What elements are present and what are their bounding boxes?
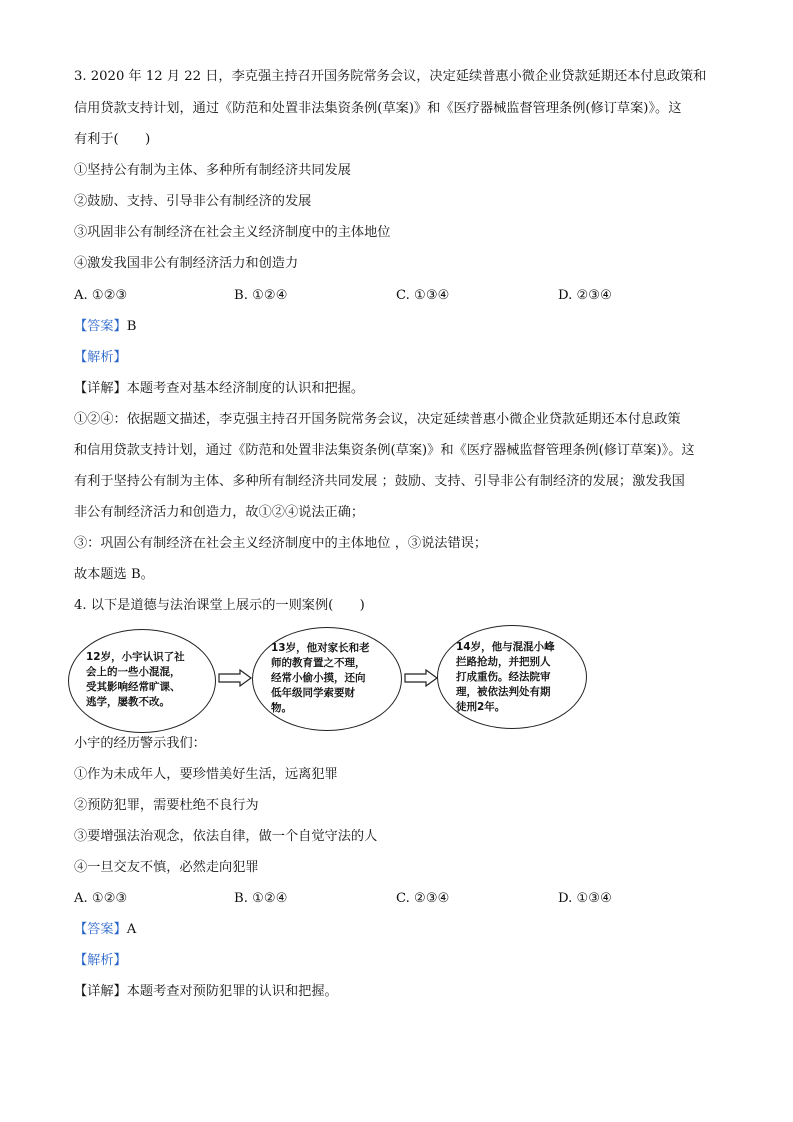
q3-stem-line-1: 3. 2020 年 12 月 22 日，李克强主持召开国务院常务会议，决定延续普惠小微企业贷款延期还本付息政策和 [74, 69, 707, 84]
q3-answer-row [74, 318, 136, 336]
case-14-line-4: 理，被依法判处有期 [456, 686, 551, 698]
q3-statement-1: ①坚持公有制为主体、多种所有制经济共同发展 [74, 163, 351, 178]
q3-answer-value: B [126, 319, 137, 334]
q4-answer-tag: 【答案】 [74, 922, 127, 937]
q4-option-d: D. ①③④ [558, 891, 612, 906]
q4-statement-2: ②预防犯罪，需要杜绝不良行为 [74, 798, 259, 813]
q3-detail-line-2: ①②④：依据题文描述，李克强主持召开国务院常务会议，决定延续普惠小微企业贷款延期还本付息政策 [74, 412, 681, 427]
q4-stem: 4. 以下是道德与法治课堂上展示的一则案例( ) [74, 598, 365, 613]
q3-stem-line-3: 有利于( ) [74, 132, 151, 147]
case-13-line-4: 低年级同学索要财 [271, 687, 355, 699]
q3-analysis-tag: 【解析】 [74, 350, 127, 365]
q4-analysis-tag: 【解析】 [74, 953, 127, 968]
q3-option-a: A. ①②③ [74, 288, 128, 303]
q4-statement-1: ①作为未成年人，要珍惜美好生活，远离犯罪 [74, 767, 338, 782]
q3-statement-4: ④激发我国非公有制经济活力和创造力 [74, 256, 299, 271]
q3-option-b: B. ①②④ [234, 288, 288, 303]
q3-detail-line-7: 故本题选 B。 [74, 567, 154, 582]
case-13-line-2: 师的教育置之不理， [271, 657, 366, 669]
q3-statement-2: ②鼓励、支持、引导非公有制经济的发展 [74, 194, 312, 209]
case-12-line-4: 逃学，屡教不改。 [86, 696, 170, 708]
case-12-line-2: 会上的一些小混混， [86, 666, 181, 678]
case-13-text [271, 641, 370, 716]
q3-detail-line-4: 有利于坚持公有制为主体、多种所有制经济共同发展 ；鼓励、支持、引导非公有制经济的发展；激发我国 [74, 474, 685, 489]
q3-detail-line-5: 非公有制经济活力和创造力，故①②④说法正确； [74, 505, 365, 520]
q4-answer-value: A [126, 922, 137, 937]
case-13-line-5: 物。 [271, 702, 292, 714]
q4-statement-3: ③要增强法治观念，依法自律，做一个自觉守法的人 [74, 829, 378, 844]
case-ellipse-age-12 [68, 629, 216, 733]
case-13-line-1: 13岁，他对家长和老 [271, 642, 370, 654]
case-12-text [86, 650, 185, 710]
case-ellipse-age-14 [437, 625, 587, 729]
case-ellipse-age-13 [252, 627, 402, 731]
case-12-line-3: 受其影响经常旷课、 [86, 681, 181, 693]
case-14-line-2: 拦路抢劫，并把别人 [456, 656, 551, 668]
q4-option-a: A. ①②③ [74, 891, 128, 906]
q4-option-c: C. ②③④ [396, 891, 450, 906]
case-12-line-1: 12岁，小宇认识了社 [86, 651, 185, 663]
arrow-right-icon [404, 669, 438, 687]
q4-detail-line-1: 【详解】本题考查对预防犯罪的认识和把握。 [74, 984, 338, 999]
q3-detail-line-6: ③：巩固公有制经济在社会主义经济制度中的主体地位 ，③说法错误； [74, 536, 488, 551]
case-13-line-3: 经常小偷小摸，还向 [271, 672, 366, 684]
case-14-line-3: 打成重伤。经法院审 [456, 671, 551, 683]
q4-case-diagram [68, 625, 628, 737]
case-14-text [456, 640, 555, 715]
q4-prompt: 小宇的经历警示我们： [74, 736, 206, 751]
q3-detail-line-3: 和信用贷款支持计划，通过《防范和处置非法集资条例(草案)》和《医疗器械监督管理条例(修订草案)》。这 [74, 443, 695, 458]
q3-statement-3: ③巩固非公有制经济在社会主义经济制度中的主体地位 [74, 225, 391, 240]
q3-answer-tag: 【答案】 [74, 319, 127, 334]
arrow-right-icon [218, 669, 252, 687]
q3-option-d: D. ②③④ [558, 288, 612, 303]
q4-statement-4: ④一旦交友不慎，必然走向犯罪 [74, 860, 259, 875]
q3-option-c: C. ①③④ [396, 288, 450, 303]
q3-detail-line-1: 【详解】本题考查对基本经济制度的认识和把握。 [74, 381, 365, 396]
case-14-line-1: 14岁，他与混混小峰 [456, 641, 555, 653]
case-14-line-5: 徒刑2年。 [456, 701, 506, 713]
q4-option-b: B. ①②④ [234, 891, 288, 906]
q4-answer-row [74, 921, 136, 939]
q3-stem-line-2: 信用贷款支持计划，通过《防范和处置非法集资条例(草案)》和《医疗器械监督管理条例(修订草案)》。这 [74, 101, 682, 116]
